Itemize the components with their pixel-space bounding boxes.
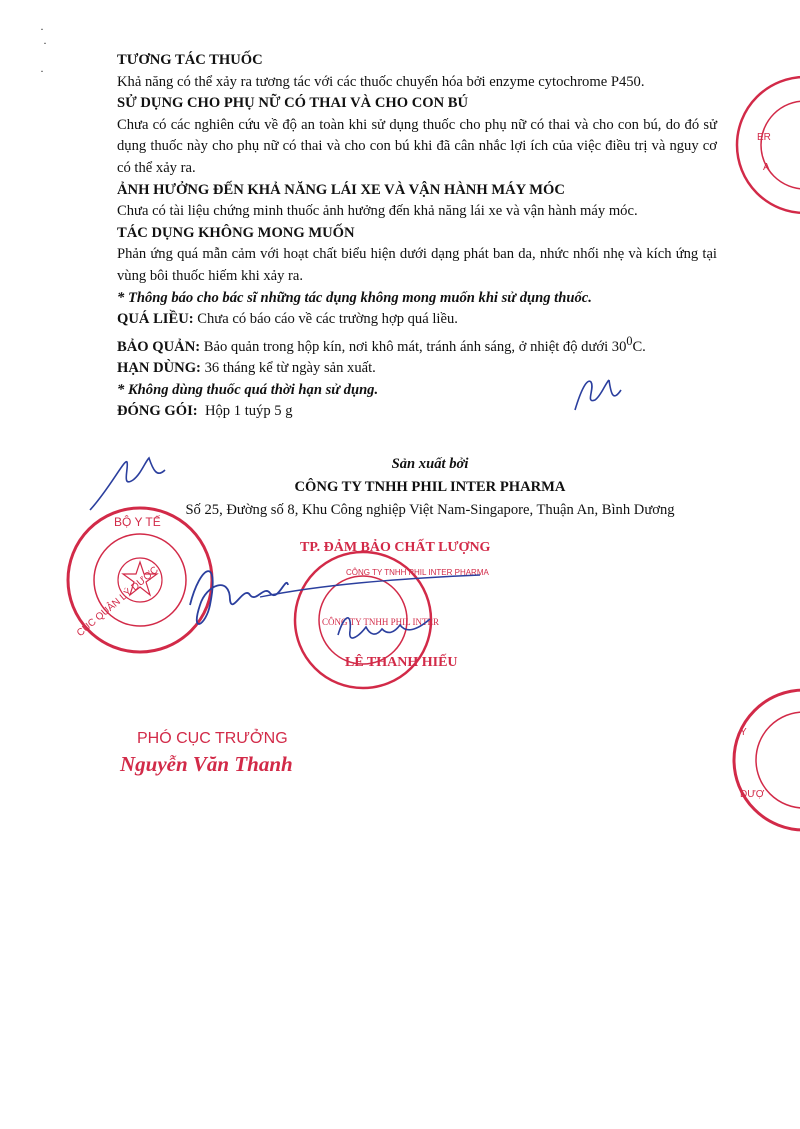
pregnancy-title: SỬ DỤNG CHO PHỤ NỮ CÓ THAI VÀ CHO CON BÚ: [117, 95, 469, 112]
adverse-text: Phản ứng quá mẫn cảm với hoạt chất biểu hiện dưới dạng phát ban da, nhức nhối nhẹ và kích ứng tại vùng bôi thuốc hiếm khi xảy ra.: [117, 246, 717, 284]
company-seal-ring-text: CÔNG TY TNHH PHIL INTER PHARMA: [346, 568, 489, 577]
partial-seal-bottom-right: [722, 685, 800, 835]
signature-quality: [330, 605, 440, 655]
signature-director: [160, 545, 490, 655]
partial-seal-top-right: [735, 70, 800, 220]
svg-text:Y: Y: [740, 727, 747, 738]
overdose-line: [117, 309, 717, 331]
signature-initials-right: [565, 370, 635, 420]
driving-title: ẢNH HƯỞNG ĐẾN KHẢ NĂNG LÁI XE VÀ VẬN HÀNH MÁY MÓC: [117, 181, 565, 198]
quality-title: TP. ĐẢM BẢO CHẤT LƯỢNG: [300, 540, 491, 555]
overdose-label: QUÁ LIỀU:: [117, 311, 194, 328]
quality-name: LÊ THANH HIẾU: [345, 655, 458, 670]
expiry-note: * Không dùng thuốc quá thời hạn sử dụng.: [117, 381, 379, 398]
storage-line: [117, 331, 717, 358]
manufacturer-intro: Sản xuất bởi: [391, 456, 469, 472]
svg-text:DƯỢ: DƯỢ: [740, 789, 765, 800]
storage-text: Bảo quản trong hộp kín, nơi khô mát, tránh ánh sáng, ở nhiệt độ dưới 30: [203, 338, 627, 355]
driving-text: Chưa có tài liệu chứng minh thuốc ảnh hưởng đến khả năng lái xe và vận hành máy móc.: [117, 203, 638, 220]
leaflet-body: [117, 50, 717, 423]
manufacturer-address: Số 25, Đường số 8, Khu Công nghiệp Việt Nam-Singapore, Thuận An, Bình Dương: [185, 502, 675, 518]
svg-text:ER: ER: [757, 132, 771, 143]
corner-marks: · · ·: [40, 22, 47, 78]
company-seal-center-text: CÔNG TY TNHH PHIL INTER: [322, 617, 439, 627]
expiry-label: HẠN DÙNG:: [117, 360, 201, 377]
authority-name: Nguyễn Văn Thanh: [120, 752, 293, 776]
storage-unit: C.: [632, 338, 646, 355]
expiry-text: 36 tháng kể từ ngày sản xuất.: [204, 360, 376, 377]
manufacturer-name: CÔNG TY TNHH PHIL INTER PHARMA: [294, 479, 566, 495]
adverse-title: TÁC DỤNG KHÔNG MONG MUỐN: [117, 224, 355, 241]
overdose-text: Chưa có báo cáo về các trường hợp quá liều.: [197, 311, 458, 328]
pregnancy-text: Chưa có các nghiên cứu về độ an toàn khi sử dụng thuốc cho phụ nữ có thai và cho con bú, do đó sử dụng thuốc này cho phụ nữ có thai và cho con bú khi đã cân nhắc lợi ích của việc điều trị và nguy cơ có thể xảy ra.: [117, 116, 717, 176]
packing-text: Hộp 1 tuýp 5 g: [204, 403, 293, 420]
storage-label: BẢO QUẢN:: [117, 338, 201, 355]
packing-label: ĐÓNG GÓI:: [117, 403, 198, 420]
interactions-text: Khả năng có thể xảy ra tương tác với các thuốc chuyển hóa bởi enzyme cytochrome P450.: [117, 73, 645, 90]
signature-initials-left: [85, 448, 185, 518]
storage-degree: 0: [626, 333, 633, 348]
ministry-seal-text: BỘ Y TẾ: [114, 515, 161, 529]
interactions-title: TƯƠNG TÁC THUỐC: [117, 52, 263, 68]
department-seal-text: CỤC QUẢN LÝ DƯỢC: [74, 564, 161, 640]
svg-text:A: A: [763, 162, 770, 173]
authority-title: PHÓ CỤC TRƯỞNG: [137, 730, 288, 747]
adverse-note: * Thông báo cho bác sĩ những tác dụng không mong muốn khi sử dụng thuốc.: [117, 289, 592, 306]
